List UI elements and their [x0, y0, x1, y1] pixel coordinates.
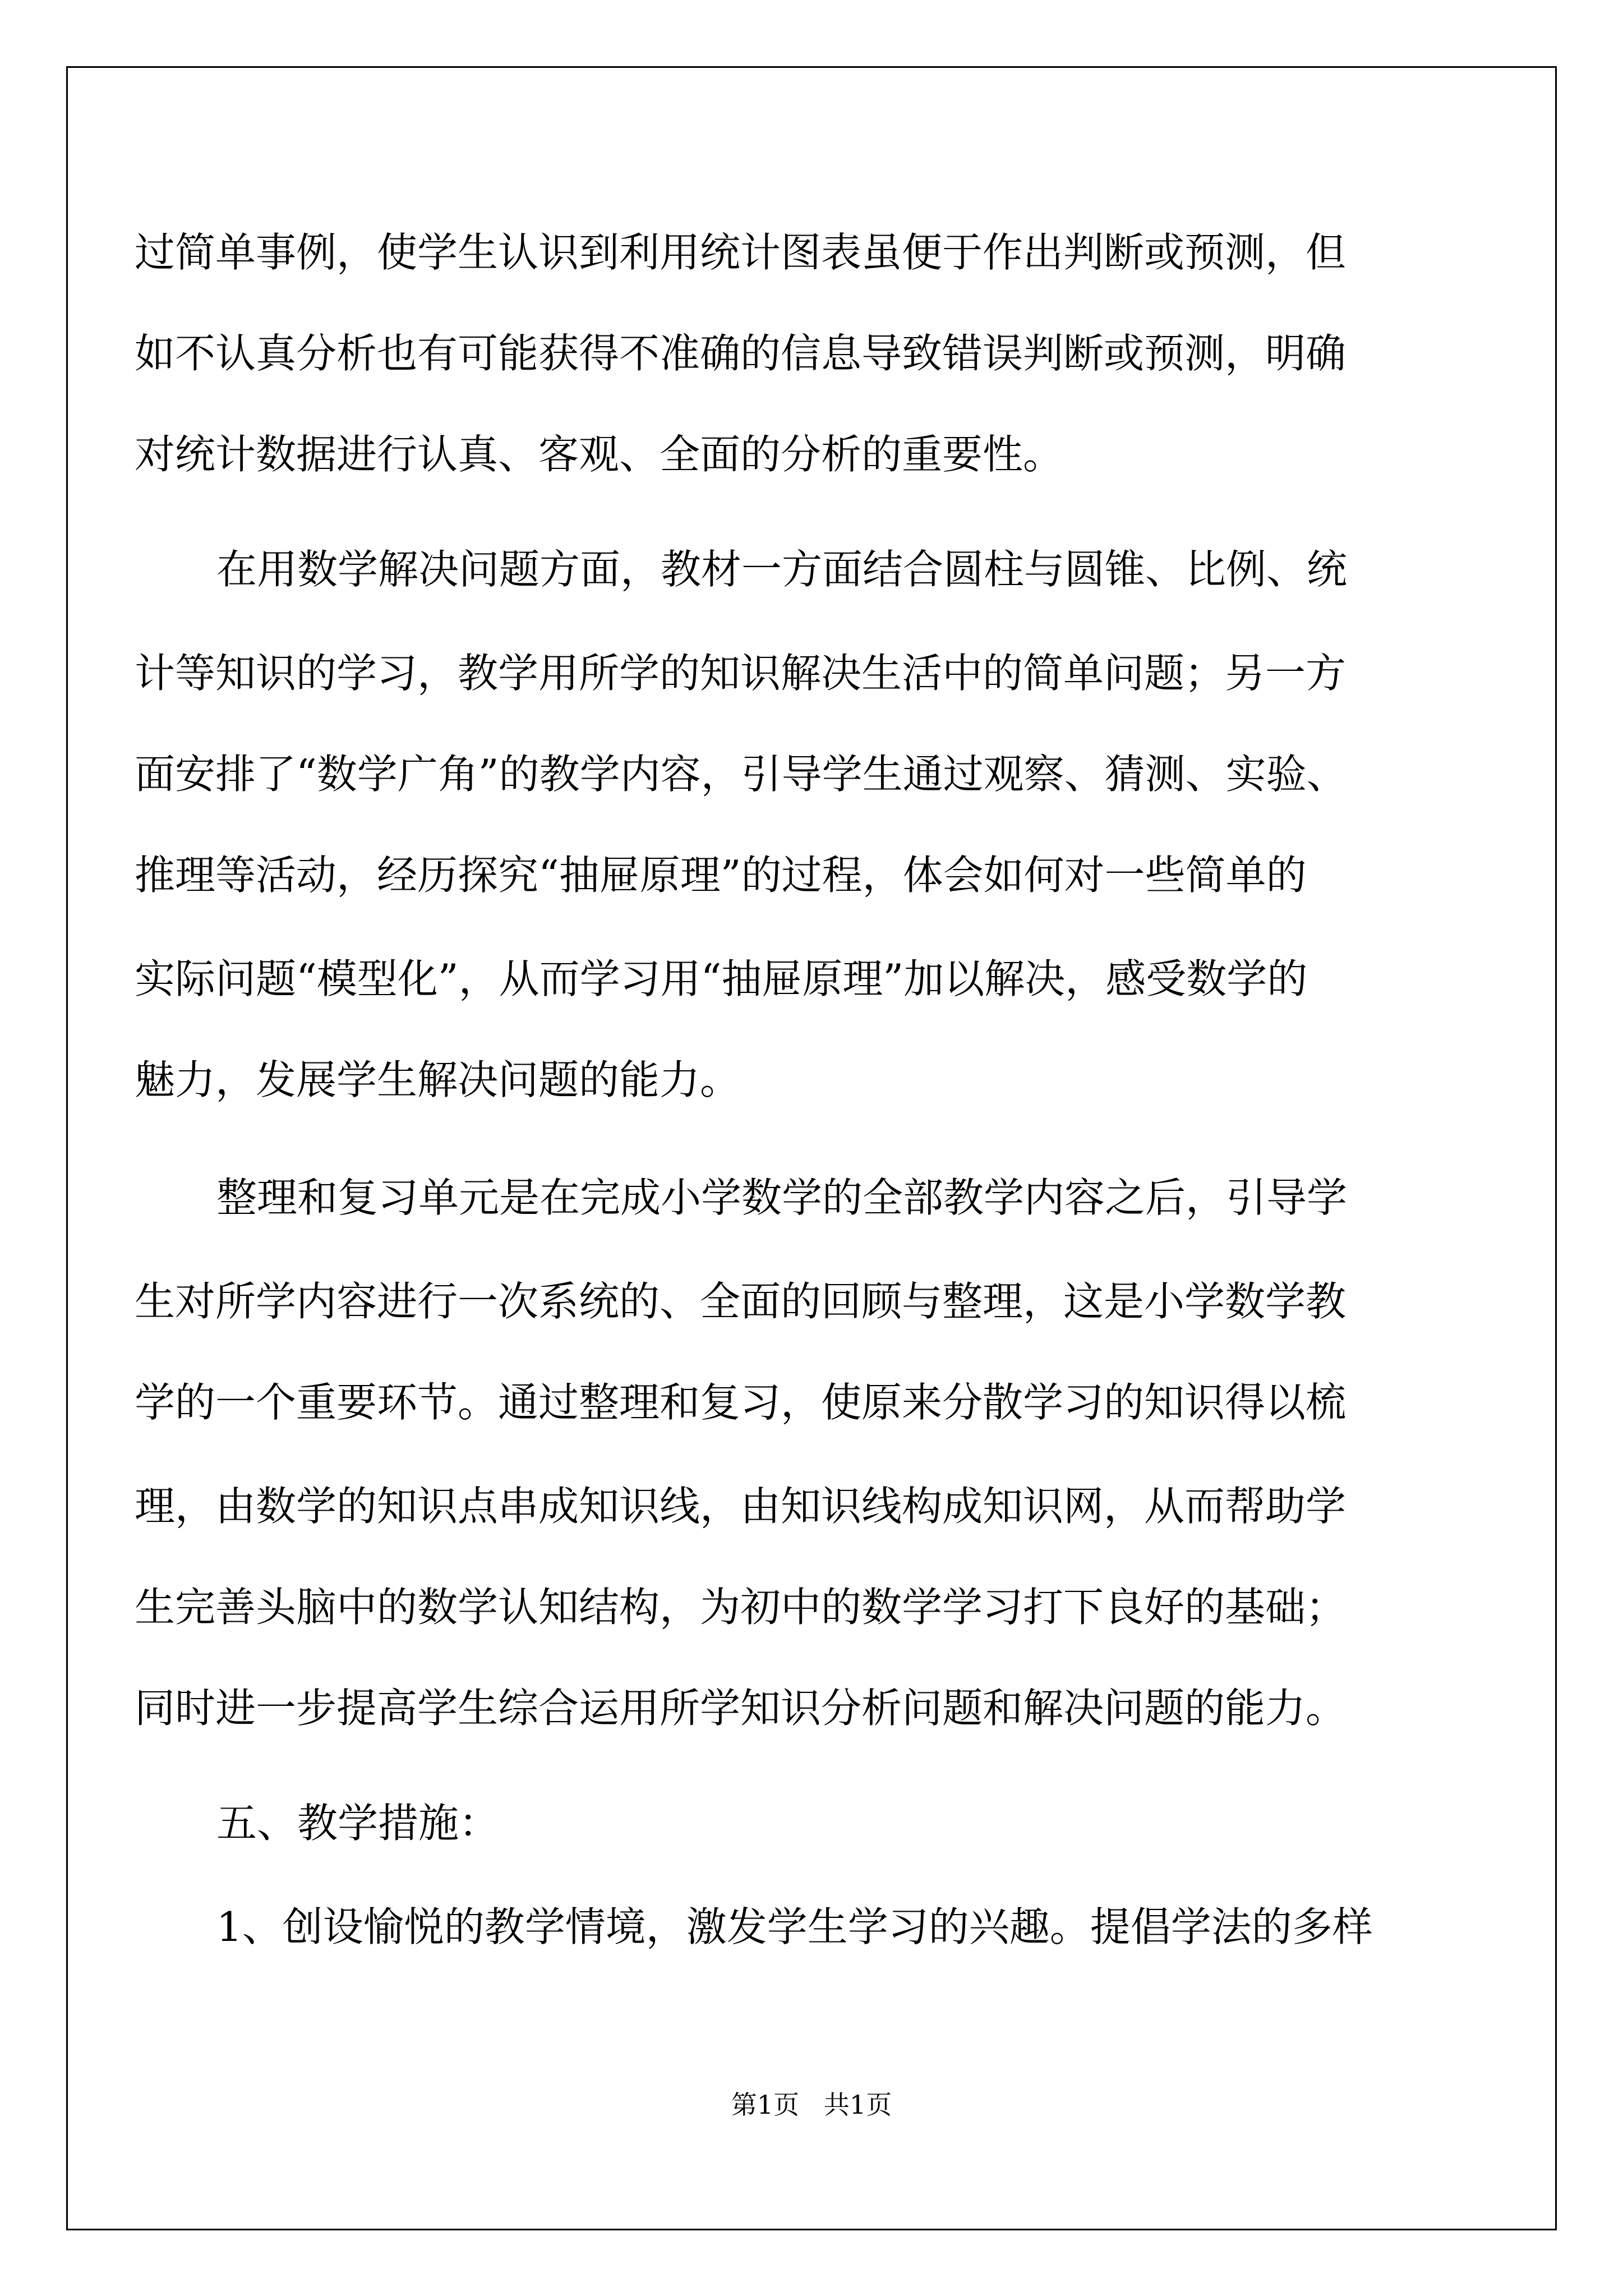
text-line: 如不认真分析也有可能获得不准确的信息导致错误判断或预测，明确 — [135, 330, 1347, 377]
paragraph-start-line: 整理和复习单元是在完成小学数学的全部教学内容之后，引导学 — [216, 1174, 1348, 1221]
text-line: 同时进一步提高学生综合运用所学知识分析问题和解决问题的能力。 — [135, 1685, 1347, 1732]
text-line: 对统计数据进行认真、客观、全面的分析的重要性。 — [135, 431, 1064, 478]
paragraph-start-line: 在用数学解决问题方面，教材一方面结合圆柱与圆锥、比例、统 — [216, 546, 1348, 593]
page-number-footer: 第1页 共1页 — [731, 2090, 892, 2120]
list-item: 1、创设愉悦的教学情境，激发学生学习的兴趣。提倡学法的多样 — [216, 1903, 1373, 1950]
text-line: 过简单事例，使学生认识到利用统计图表虽便于作出判断或预测，但 — [135, 229, 1347, 276]
text-line: 生对所学内容进行一次系统的、全面的回顾与整理，这是小学数学教 — [135, 1278, 1347, 1325]
text-line: 学的一个重要环节。通过整理和复习，使原来分散学习的知识得以梳 — [135, 1379, 1347, 1426]
text-line: 理，由数学的知识点串成知识线，由知识线构成知识网，从而帮助学 — [135, 1483, 1347, 1530]
text-line: 实际问题“模型化”，从而学习用“抽屉原理”加以解决，感受数学的 — [135, 955, 1308, 1002]
text-line: 面安排了“数学广角”的教学内容，引导学生通过观察、猜测、实验、 — [135, 751, 1347, 798]
text-line: 生完善头脑中的数学认知结构，为初中的数学学习打下良好的基础； — [135, 1584, 1347, 1631]
text-line: 魅力，发展学生解决问题的能力。 — [135, 1056, 741, 1103]
text-line: 计等知识的学习，教学用所学的知识解决生活中的简单问题；另一方 — [135, 650, 1347, 697]
text-line: 推理等活动，经历探究“抽屉原理”的过程，体会如何对一些简单的 — [135, 852, 1307, 899]
section-heading: 五、教学措施： — [216, 1800, 500, 1847]
